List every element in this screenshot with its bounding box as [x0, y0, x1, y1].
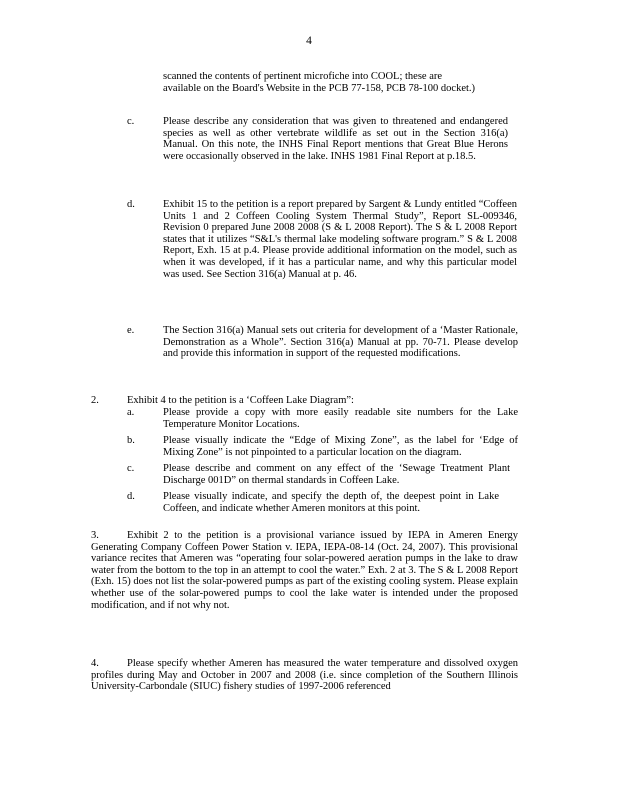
- q3-number: 3.: [91, 530, 99, 541]
- item-e-label: e.: [127, 325, 135, 336]
- q2c-label: c.: [127, 463, 135, 474]
- q2b-label: b.: [127, 435, 135, 446]
- page-number: 4: [306, 35, 312, 47]
- item-e-text: The Section 316(a) Manual sets out criteria for development of a ‘Master Rationale, Demonstration as a Whole”. Section 316(a) Manual at pp. 70-71. Please develop and provide this information in support of the requested modifications.: [163, 325, 518, 360]
- q2-number: 2.: [91, 395, 99, 406]
- intro-line: scanned the contents of pertinent microfiche into COOL; these are: [163, 71, 443, 82]
- q2-intro: Exhibit 4 to the petition is a ‘Coffeen Lake Diagram”:: [127, 395, 354, 406]
- q2a-label: a.: [127, 407, 135, 418]
- item-d-text: Exhibit 15 to the petition is a report prepared by Sargent & Lundy entitled “Coffeen Units 1 and 2 Coffeen Cooling System Thermal Study”, Report SL-009346, Revision 0 prepared June 2008 2008 (S & L 2008 Report). The S & L 2008 Report states that it utilizes “S&L's thermal lake modeling software program.” S & L 2008 Report, Exh. 15 at p.4. Please provide additional information on the model, such as when it was developed, if it has a particular name, and why this particular model was used. See Section 316(a) Manual at p. 46.: [163, 199, 517, 280]
- q2c-text: Please describe and comment on any effect of the ‘Sewage Treatment Plant Discharge 001D” on thermal standards in Coffeen Lake.: [163, 463, 510, 486]
- q3-text: Exhibit 2 to the petition is a provisional variance issued by IEPA in Ameren Energy Generating Company Coffeen Power Station v. IEPA, IEPA-08-14 (Oct. 24, 2007). This provisional variance recites that Ameren was “operating four solar-powered aeration pumps in the lake to draw water from the bottom to the top in an attempt to cool the water.” Exh. 2 at 3. The S & L 2008 Report (Exh. 15) does not list the solar-powered pumps as part of the existing cooling system. Please explain whether use of the solar-powered pumps to cool the lake water is intended under the proposed modification, and if not why not.: [91, 530, 518, 611]
- intro-line: available on the Board's Website in the PCB 77-158, PCB 78-100 docket.): [163, 82, 476, 94]
- q4-number: 4.: [91, 658, 99, 669]
- q2d-label: d.: [127, 491, 135, 502]
- q2b-text: Please visually indicate the “Edge of Mixing Zone”, as the label for ‘Edge of Mixing Zone” is not pinpointed to a particular location on the diagram.: [163, 435, 518, 458]
- item-c-label: c.: [127, 116, 135, 127]
- q2a-text: Please provide a copy with more easily readable site numbers for the Lake Temperature Monitor Locations.: [163, 407, 518, 430]
- q3-paragraph: [91, 530, 518, 611]
- intro-paragraph: [163, 71, 515, 94]
- q2d-text: Please visually indicate, and specify the depth of, the deepest point in Lake Coffeen, and indicate whether Ameren monitors at this point.: [163, 491, 499, 514]
- q4-paragraph: [91, 658, 518, 693]
- q4-text: Please specify whether Ameren has measured the water temperature and dissolved oxygen profiles during May and October in 2007 and 2008 (i.e. since completion of the Southern Illinois University-Carbondale (SIUC) fishery studies of 1997-2006 referenced: [91, 658, 518, 693]
- item-d-label: d.: [127, 199, 135, 210]
- item-c-text: Please describe any consideration that was given to threatened and endangered species as well as other vertebrate wildlife as set out in the Section 316(a) Manual. On this note, the INHS Final Report mentions that Great Blue Herons were occasionally observed in the lake. INHS 1981 Final Report at p.18.5.: [163, 116, 508, 162]
